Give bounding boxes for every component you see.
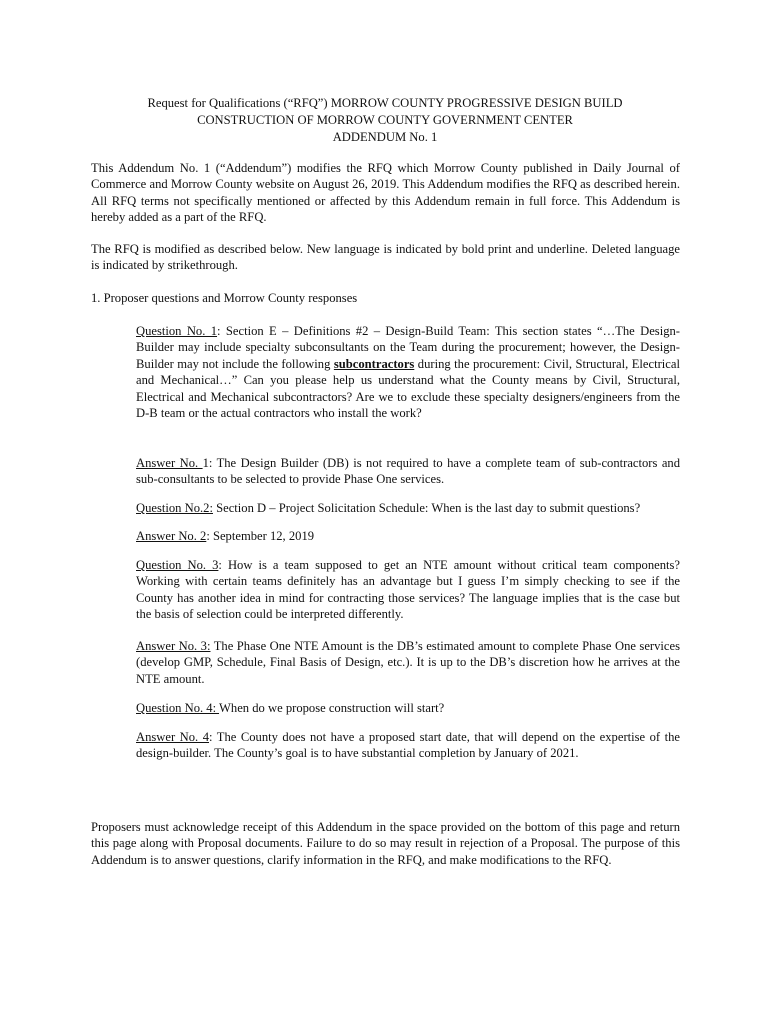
answer-4-label: Answer No. 4 xyxy=(136,730,209,744)
question-1-emphasis: subcontractors xyxy=(333,356,415,371)
question-1-label: Question No. 1 xyxy=(136,324,218,338)
answer-1 xyxy=(136,455,680,488)
question-4-text: When do we propose construction will start? xyxy=(219,701,445,715)
question-1-text-before: : Section E – Definitions #2 – Design-Build Team: This section states “…The Design-Builder may include specialty subconsultants on the Team during the procurement; however, the Design-Builder may not include the following xyxy=(136,324,680,371)
question-3-text: : How is a team supposed to get an NTE amount without critical team components? Working with certain teams definitely has an advantage but I guess I’m simply checking to see if the County has another idea in mind for contracting those services? The language implies that is the case but the basis of selection could be interpreted differently. xyxy=(136,558,681,622)
question-1-text-after: during the procurement: Civil, Structural, Electrical and Mechanical…” Can you please help us understand what the County means by Civil, Structural, Electrical and Mechanical subcontractors? Are we to exclude these specialty designers/engineers from the D-B team or the actual contractors who install the work? xyxy=(136,356,680,421)
title-line-3: ADDENDUM No. 1 xyxy=(332,130,438,144)
answer-1-label: Answer No. xyxy=(136,456,203,470)
question-2 xyxy=(136,500,680,516)
answer-1-text: 1: The Design Builder (DB) is not required to have a complete team of sub-contractors and sub-consultants to be selected to provide Phase One services. xyxy=(136,456,680,487)
question-3-label: Question No. 3 xyxy=(136,558,219,572)
answer-2-label: Answer No. 2 xyxy=(136,529,207,543)
question-3 xyxy=(136,557,680,623)
title-line-2: CONSTRUCTION OF MORROW COUNTY GOVERNMENT CENTER xyxy=(197,113,573,127)
intro-paragraph: This Addendum No. 1 (“Addendum”) modifies the RFQ which Morrow County published in Daily Journal of Commerce and Morrow County website on August 26, 2019. This Addendum modifies the RFQ as described herein. All RFQ terms not specifically mentioned or affected by this Addendum remain in full force. This Addendum is hereby added as a part of the RFQ. xyxy=(91,161,680,225)
modification-note-paragraph: The RFQ is modified as described below. New language is indicated by bold print and underline. Deleted language is indicated by strikethrough. xyxy=(91,242,680,273)
answer-4-text: : The County does not have a proposed start date, that will depend on the expertise of the design-builder. The County’s goal is to have substantial completion by January of 2021. xyxy=(136,730,680,761)
question-4-label: Question No. 4: xyxy=(136,701,220,715)
question-4 xyxy=(136,700,680,716)
question-2-label: Question No.2: xyxy=(136,501,213,515)
question-2-text: Section D – Project Solicitation Schedule: When is the last day to submit questions? xyxy=(212,501,641,515)
document-title xyxy=(91,95,679,146)
closing-paragraph: Proposers must acknowledge receipt of this Addendum in the space provided on the bottom of this page and return this page along with Proposal documents. Failure to do so may result in rejection of a Proposal. The purpose of this Addendum is to answer questions, clarify information in the RFQ, and make modifications to the RFQ. xyxy=(91,820,680,867)
answer-3-label: Answer No. 3: xyxy=(136,639,211,653)
answer-2 xyxy=(136,528,680,544)
answer-3-text: The Phase One NTE Amount is the DB’s estimated amount to complete Phase One services (develop GMP, Schedule, Final Basis of Design, etc.). It is up to the DB’s discretion how he arrives at the NTE amount. xyxy=(136,639,680,686)
title-line-1: Request for Qualifications (“RFQ”) MORROW COUNTY PROGRESSIVE DESIGN BUILD xyxy=(147,96,623,110)
section-heading: 1. Proposer questions and Morrow County responses xyxy=(91,291,358,305)
question-1 xyxy=(136,323,680,421)
answer-4 xyxy=(136,729,680,762)
answer-3 xyxy=(136,638,680,687)
answer-2-text: : September 12, 2019 xyxy=(206,529,315,543)
